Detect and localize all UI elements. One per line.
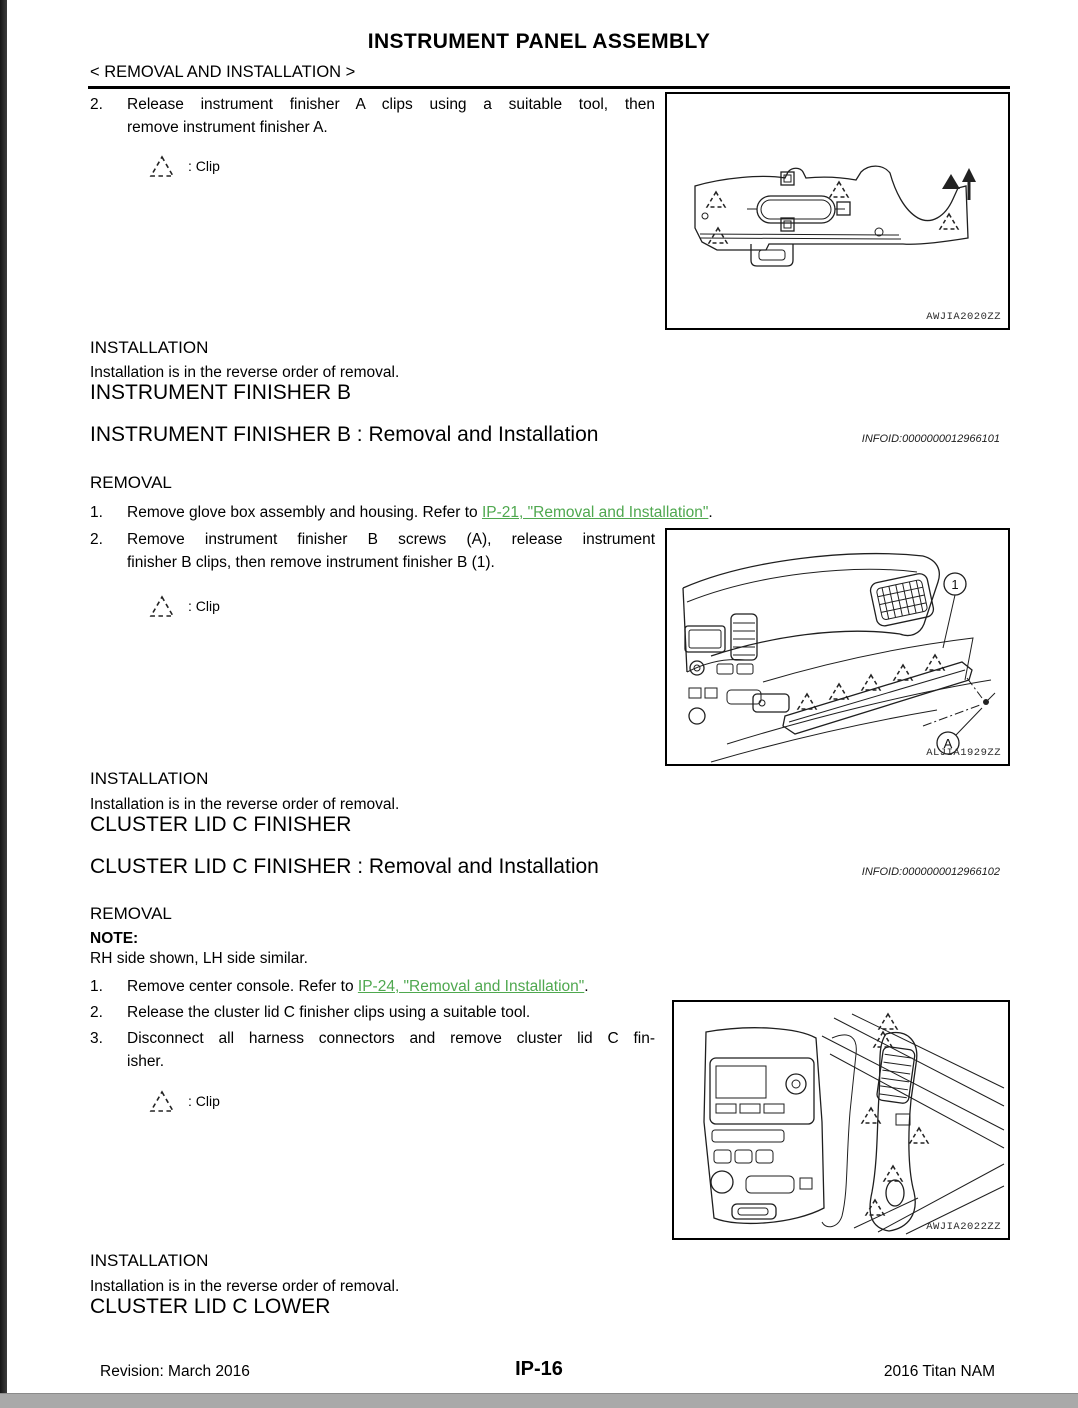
page-title: INSTRUMENT PANEL ASSEMBLY	[367, 30, 711, 53]
step-text-post: .	[584, 978, 589, 995]
clip-symbol-icon	[148, 1090, 176, 1114]
step-text: Release instrument finisher A clips using a suitable tool, then remove instrument finisher A.	[127, 96, 655, 136]
step-number: 3.	[90, 1030, 103, 1047]
reference-link-ip24[interactable]: IP-24, "Removal and Installation"	[357, 978, 585, 995]
page-left-edge	[0, 0, 7, 1408]
footer-revision: Revision: March 2016	[100, 1363, 250, 1380]
step-text: Remove glove box assembly and housing. Refer to	[127, 504, 482, 521]
clip-symbol-icon	[148, 595, 176, 619]
figure-code: AWJIA2020ZZ	[926, 311, 1001, 323]
instrument-finisher-b-drawing	[667, 530, 1008, 764]
step-number: 1.	[90, 978, 103, 995]
callout-1-label: 1	[951, 577, 959, 592]
step-number: 2.	[90, 1004, 103, 1021]
clip-symbol-icon	[148, 155, 176, 179]
step-cluster-c-3	[90, 1027, 655, 1073]
step-number: 1.	[90, 504, 103, 521]
installation-text-c: Installation is in the reverse order of removal.	[90, 1278, 400, 1295]
installation-text-b: Installation is in the reverse order of removal.	[90, 796, 400, 813]
figure-cluster-lid-c	[672, 1000, 1010, 1240]
clip-legend	[148, 595, 220, 619]
step-finisher-b-2	[90, 528, 655, 574]
callout-a-label: A	[943, 736, 953, 751]
cluster-lid-c-drawing	[674, 1002, 1008, 1238]
removal-heading-c: REMOVAL	[90, 904, 172, 923]
section-heading-cluster-lid-c-lower: CLUSTER LID C LOWER	[90, 1295, 331, 1318]
step-cluster-c-1	[90, 975, 950, 998]
footer-model: 2016 Titan NAM	[883, 1363, 995, 1380]
infoid-cluster-lid-c: INFOID:0000000012966102	[861, 866, 1000, 878]
note-text: RH side shown, LH side similar.	[90, 950, 308, 967]
clip-legend-label: : Clip	[188, 1093, 220, 1109]
clip-legend-label: : Clip	[188, 598, 220, 614]
clip-legend	[148, 1090, 220, 1114]
installation-heading-c: INSTALLATION	[90, 1251, 209, 1270]
infoid-finisher-b: INFOID:0000000012966101	[861, 433, 1000, 445]
subheading-finisher-b: INSTRUMENT FINISHER B : Removal and Installation	[90, 423, 599, 446]
figure-instrument-finisher-b	[665, 528, 1010, 766]
step-text: Remove center console. Refer to	[127, 978, 358, 995]
header-rule	[88, 86, 1010, 89]
step-number: 2.	[90, 96, 103, 113]
instrument-finisher-a-drawing	[667, 94, 1008, 328]
figure-code: AWJIA2022ZZ	[926, 1221, 1001, 1233]
figure-code: ALJIA1929ZZ	[926, 747, 1001, 759]
breadcrumb: < REMOVAL AND INSTALLATION >	[90, 63, 356, 81]
installation-heading-b: INSTALLATION	[90, 769, 209, 788]
figure-instrument-finisher-a	[665, 92, 1010, 330]
clip-legend-label: : Clip	[188, 158, 220, 174]
step-number: 2.	[90, 531, 103, 548]
step-finisher-a-2	[90, 93, 655, 139]
footer-page-number: IP-16	[515, 1358, 563, 1380]
reference-link-ip21[interactable]: IP-21, "Removal and Installation"	[481, 504, 709, 521]
subheading-cluster-lid-c: CLUSTER LID C FINISHER : Removal and Installation	[90, 855, 599, 878]
step-finisher-b-1	[90, 501, 950, 524]
step-text: Disconnect all harness connectors and remove cluster lid C fin- isher.	[127, 1030, 655, 1070]
note-label: NOTE:	[90, 930, 139, 947]
removal-heading-b: REMOVAL	[90, 473, 172, 492]
clip-legend	[148, 155, 220, 179]
step-text: Release the cluster lid C finisher clips using a suitable tool.	[127, 1004, 531, 1021]
step-text: Remove instrument finisher B screws (A), release instrument finisher B clips, then remove instrument finisher B (1).	[127, 531, 655, 571]
installation-text-a: Installation is in the reverse order of removal.	[90, 364, 400, 381]
section-heading-cluster-lid-c: CLUSTER LID C FINISHER	[90, 813, 352, 836]
installation-heading-a: INSTALLATION	[90, 338, 209, 357]
page-bottom-bar	[0, 1393, 1078, 1408]
section-heading-finisher-b: INSTRUMENT FINISHER B	[90, 381, 351, 404]
step-text-post: .	[708, 504, 713, 521]
